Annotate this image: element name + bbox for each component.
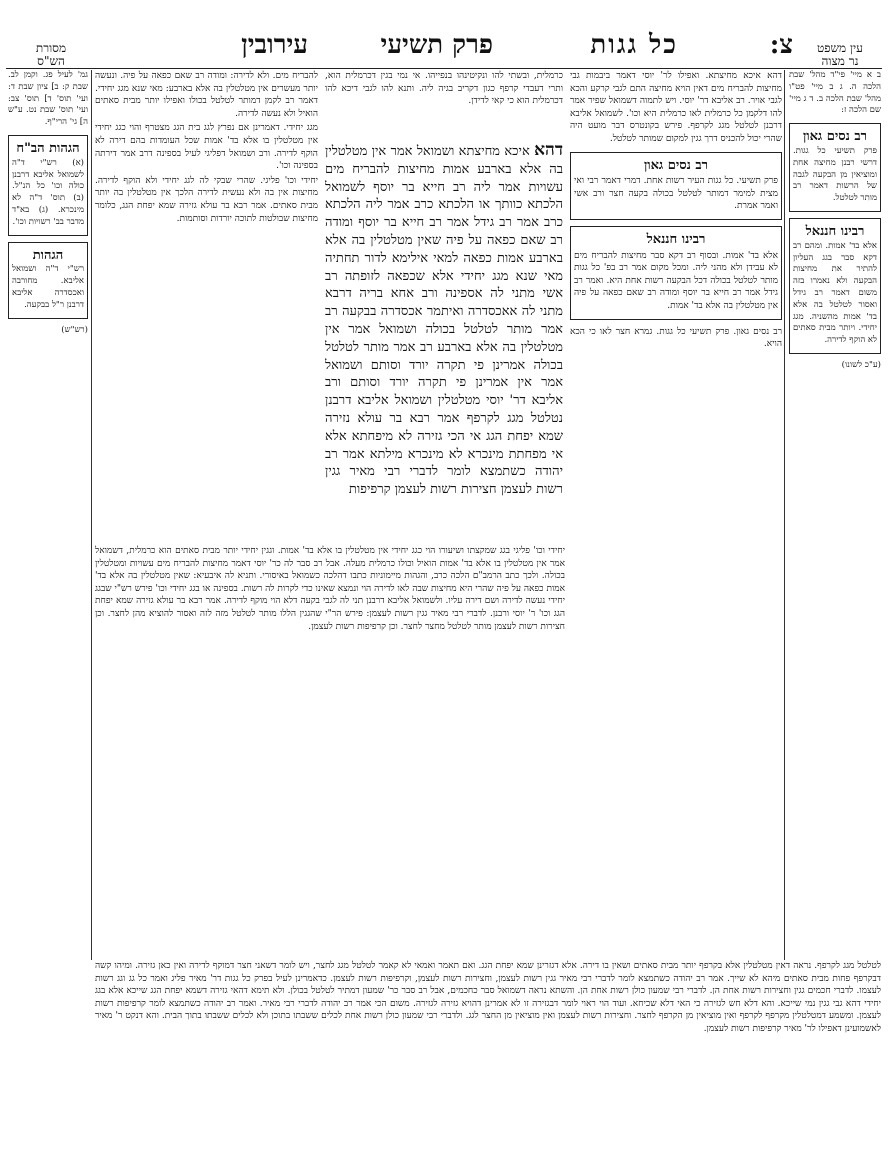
rav-nissim-title: רב נסים גאון [802, 129, 868, 145]
ein-mishpat-footnote: (ע"כ לשונו) [841, 359, 881, 370]
gemara-head-word: דהא [534, 142, 563, 160]
ein-mishpat-label: עין משפט נר מצוה [817, 41, 863, 68]
tosafot-box [570, 152, 782, 220]
column-divider [91, 70, 92, 960]
tosafot-column [570, 70, 782, 960]
rabbeinu-chananel-box [789, 218, 881, 354]
tosafot-text: רב נסים גאון. פרק תשיעי כל גגות. גמרא חצר לאו כי הכא הויא. [570, 326, 782, 350]
header-divider [6, 68, 882, 69]
gemara-column [325, 142, 563, 540]
mesoret-column [8, 70, 88, 960]
tosafot-box-2 [570, 226, 782, 320]
ein-mishpat-column [789, 70, 881, 960]
tractate-title: עירובין [241, 30, 308, 60]
tosafot-box-text: פרק תשיעי. כל גגות העיר רשות אחת. דמרי דאמר רבי ואי מצית למימר דמותר לטלטל בכולה בקעה חצר ורב אשי ואמר אמרת. [574, 176, 778, 212]
rabbeinu-chananel-text: אלא בד' אמות. ומהם רב דקא סבר בגג העליון להתיר את מחיצות הבקעה ולא נאמרו בזה משום דאמר רב גידל ואסור לטלטל בה אלא בד' אמות מהשניה. מגג יחידי. ויותר מבית סאתים לא הוקף לדירה. [793, 240, 877, 346]
hagahot-text: רש"י ד"ה ושמואל אליבא. מחורבה ואכסדרה אליבא דרבנן ר"ל בבקעה. [12, 264, 84, 310]
gemara-text: איכא מחיצתא ושמואל אמר אין מטלטלין בה אלא בארבע אמות מחיצות להבריח מים עשויות אמר ליה רב חייא בר יוסף לשמואל הלכתא כוותך או הלכתא כרב אמר ליה הלכתא כרב אמר רב גידל אמר רב חייא בר יוסף ומודה רב שאם כפאה על פיה שאין מטלטלין בה אלא בארבע אמות כפאה למאי אילימא לדור תחתיה מאי שנא מגג יחידי אלא שכפאה לזופתה רב אשי מתני לה אספינה ורב אחא בריה דרבא מתני לה אאכסדרה ואיתמר אכסדרה בבקעה רב אמר מותר לטלטל בכולה ושמואל אמר אין מטלטלין בה אלא בארבע רב אמר מותר לטלטל בכולה אמרינן פי תקרה יורד וסותם ושמואל אמר אין אמרינן פי תקרה יורד וסותם ורב אליבא דר' יוסי מטלטלין ושמואל אליבא דרבנן נטלטל מגג לקרפף אמר רבא בר עולא נזירה שמא יפחת הגג אי הכי גזירה לא מיפחתא אלא אי מפחתת מינכרא לא מינכרא מילתא אמר רב יהודה כשתמצא לומר לדברי רבי מאיר גגין רשות לעצמן חצירות רשות לעצמן קרפיפות [325, 144, 563, 498]
rabbeinu-chananel-title: רבינו חננאל [805, 223, 865, 239]
mesoret-label: מסורת הש"ס [35, 41, 67, 68]
gemara-intro: כרמלית, ובשתי להו ונקיטינהו בנפייהו. אי נמי בגין דכרמלית הוא, ותרי דעבדי קרפף כגון דקריב בגיה ליה. ותנא להו לגבי דיכא להו דכרמלית הוא כי קאי לדידן. [325, 71, 563, 107]
hagahot-bach-box [8, 135, 88, 236]
rashi-bottom-block [95, 545, 565, 960]
mesoret-text: גמ' לעיל פג. וקמן לב. שבת ק: ב] ציון שבת ד: ועי' תוס' ד] תוס' צב: ועי' תוס' שבת נט. ע"ש ה] גי' הרי"ף. [8, 70, 88, 128]
rashi-text: יחידי וכו' פליגי. שהרי שבקי לה לגג יחידי ולא הוקף לדירה. מחיצות אין בה ולא נעשית לדירה הלכך אין מטלטלין בה יותר מבית סאתים. אמר רבא בר עולא גזירה שמא יפחת הגג, כלומר מחיצות שבולטות לתוכה יורדות וסותמות. [95, 175, 318, 224]
column-divider [784, 70, 785, 960]
rashi-bottom-text: יחידי וכו' פליגי בגג שמקצתו ושיעורו הוי כגג יחידי אין מטלטלין בו אלא בד' אמות. וגגין יחידי יותר מבית סאתים הוא כרמלית, דשמואל אמר אין מטלטלין בו אלא בד' אמות הואיל וכולו כרמלית מעלה. אבל רב סבר לה כר' יוסי דאמר מחיצות להבריח מים עשויות ומטלטלין בכולה. ולכך כתב הרמב"ם הלכה כרב, והגהות מיימוניות כתבו דהלכה כשמואל באיסורי. ותניא לה איבעיא: שאין מטלטלין בה אלא בד' אמות כפאה על פיה שהרי היא מחיצות שבה לאו לדירה הוי ונמצא שאינו כדי לקרות לה רשות. בספינה או בגג יחידי וכו' פירש רש"י שבגג יחידי נעשה לדירה ושם דירה עליו. ולשמואל אליבא דרבנן תני לה לגבי בקעה דלא הוי מוקף לדירה. אמר רבא בר עולא גזירה שמא יפחת הגג וכו' ר' יוסי ורבנן. לדברי רבי מאיר גגין רשות לעצמן: פירש הר"י שהגגין הללו מותר לטלטל מזה לזה ואסור להוציא מהן לחצר. וכן חצירות רשות לעצמן מותר לטלטל מחצר לחצר. וכן קרפיפות רשות לעצמן. [95, 546, 565, 632]
tosafot-box-title: רב נסים גאון [643, 157, 709, 173]
tosafot-main-text: דהא איכא מחיצתא. ואפילו לר' יוסי דאמר ביבמות גבי מחיצות להבריח מים דאין הויא מחיצה התם לגבי קרקע והכא לגבי אויר. רב אליבא דר' יוסי. ויש לתמוה דשמואל שפיר אמר להו דלקמן כל כרמלית לאו כרמלית היא וכו'. לשמואל אליבא דרבנן לטלטל מגג לקרפף. פירש בקונטרס דבר מועט היה שהרי יכול להכניס דרך גגין למקום שמותר לטלטל. [570, 71, 782, 144]
hagahot-box [8, 242, 88, 319]
chapter-number: פרק תשיעי [380, 30, 493, 60]
ein-mishpat-text: ב א מיי' פי"ד מהל' שבת הלכה ה. ג ב מיי' פט"ו מהל' שבת הלכה ב. ד ג מיי' שם הלכה ז: [789, 70, 881, 116]
rashi-text: מגג יחידי. דאמרינן אם נפרץ לגג בית הגג מצטרף והוי כגג יחידי אין מטלטלין בו אלא בד' אמות שכל העומדות בהם דירה לא הוקף לדירה. ורב ושמואל דפליגי לעיל בספינה דרב אמר דירתה בספינה וכו'. [95, 123, 318, 172]
chapter-name: כל גגות [590, 30, 678, 60]
rav-nissim-box [789, 123, 881, 212]
tosafot-box-2-text: אלא בד' אמות. ובסוף רב דקא סבר מחיצות להבריח מים לא עבידן ולא מהני ליה. ומכל מקום אמר רב בפ' כל גגות מותר לטלטל בכולה דכל הבקעה רשות אחת היא. ואמר רב גידל אמר רב חייא בר יוסף ומודה רב שאם כפאה על פיה אין מטלטלין בה אלא בד' אמות. [574, 250, 778, 311]
tosafot-bottom-block [95, 960, 881, 1145]
hagahot-title: הגהות [32, 247, 64, 263]
tosafot-box-2-title: רבינו חננאל [646, 231, 706, 247]
mesoret-footnote: (רש"ש) [61, 324, 88, 335]
rashi-text: להבריח מים. ולא לדירה: ומודה רב שאם כפאה על פיה. ונעשה יותר מעשרים אין מטלטלין בה אלא בארבע: מאי שנא מגג יחידי. דאמר רב לקמן דמותר לטלטל בכולו ואפילו יותר מבית סאתים הואיל ולא נעשה לדירה. [95, 71, 318, 119]
tosafot-bottom-text: לטלטל מגג לקרפף. נראה דאין מטלטלין אלא בקרפף יותר מבית סאתים ושאין בו דירה. אלא דגזרינן שמא יפחת הגג. ואם תאמר ואמאי לא קאמר לטלטל מגג לחצר, ויש לומר דשאני חצר דמוקף לדירה ואין כאן גזירה. ומיהו קשה דבקרפף פחות מבית סאתים מיהא לא שייך. אמר רב יהודה כשתמצא לומר לדברי רבי מאיר גגין רשות לעצמן, וחצירות רשות לעצמן, וקרפיפות רשות לעצמן. כדאמרינן לעיל בפרק כל גגות דר' מאיר פליג ואמר כל גג וגג רשות לעצמו. לדברי חכמים גגין וחצירות רשות אחת הן. לדברי רבי שמעון כולן רשות אחת הן. והשתא נראה דשמואל סבר כחכמים, אבל רב סבר כר' שמעון דמתיר לטלטל בכולן. ולא תימא דהאי גזירה דשמא יפחת הגג שייכא אלא בגג יחידי דהא גבי גגין נמי שייכא. והא דלא חש לגזירה כי האי דלא שכיחא. ועוד הוי ראוי לומר דבגזירה זו לא אמרינן דהויא גזירה לגזירה. משום הכי אמר רב יהודה לדברי רבי מאיר. ואמר רב יהודה כשתמצא לומר קרפיפות רשות לעצמן. ומשמע דמטלטלין מקרפף לקרפף ואין מוציאין מן הקרפף לחצר. וחצירות רשות לעצמן ואין מוציאין מן החצר לגג. ולדברי רבי שמעון כולן רשות אחת לכלים ששבתו בתוכן ולא לכלים ששבתו בתוך הבית. והא דנקט ר' מאיר לאשמועינן דאפילו לר' מאיר קרפיפות רשות לעצמן. [95, 961, 881, 1034]
rav-nissim-text: פרק תשיעי כל גגות. דרשי רבנן מחיצה אחת ומוציאין מן הבקעה לגבה של הרשות דאמר רב מותר לטלטל. [793, 145, 877, 204]
hagahot-bach-title: הגהות הב"ח [16, 140, 80, 156]
hagahot-bach-text: (א) רש"י ד"ה לשמואל אליבא דרבנן כולה וכו' כל הנ"ל. (ב) תוס' ד"ה לא מינכרא. (ג) בא"ד מדבר בב' רשויות וכו'. [12, 157, 84, 227]
page-number: צ: [769, 30, 793, 60]
